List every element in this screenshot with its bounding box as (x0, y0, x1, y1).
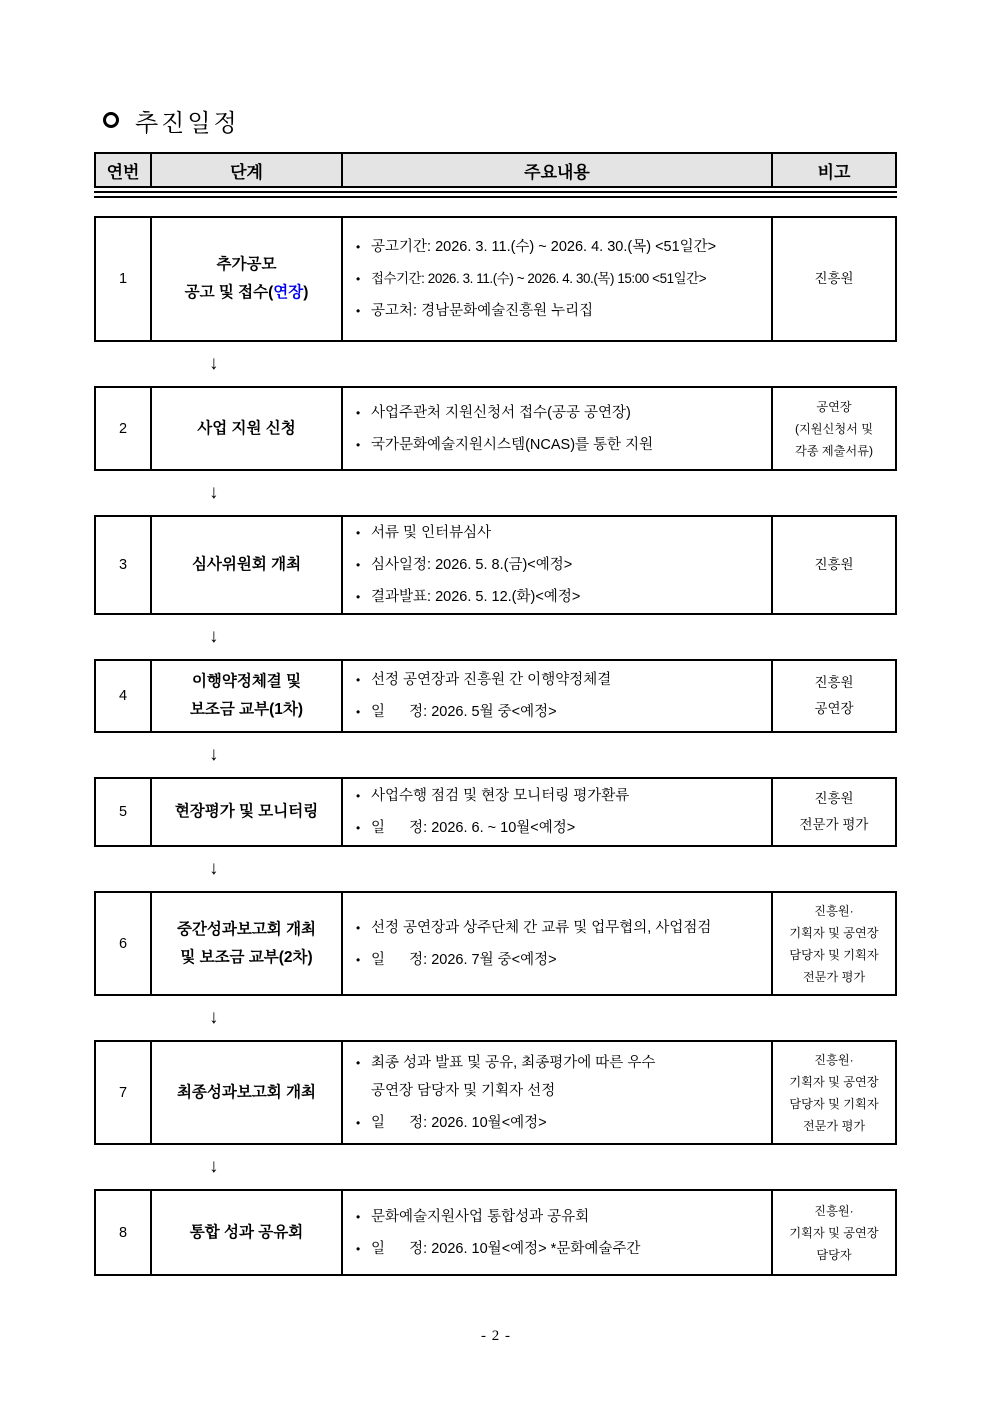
note-line: 전문가 평가 (802, 1118, 866, 1133)
content-item (356, 399, 765, 427)
bullet-icon: • (356, 1209, 361, 1224)
bullet-icon: • (356, 1115, 361, 1130)
content-item (356, 265, 765, 293)
stage-highlight-text: 연장 (273, 284, 304, 301)
content-cell (343, 218, 773, 340)
stage-cell (152, 1042, 343, 1143)
content-text (371, 583, 580, 611)
header-cell-content: 주요내용 (343, 154, 773, 186)
row-number: 1 (118, 271, 128, 287)
stage-line (190, 696, 303, 724)
table-row (94, 891, 897, 996)
row-number-cell (96, 779, 152, 845)
down-arrow-icon: ↓ (209, 1156, 219, 1177)
stage-text: 현장평가 및 모니터링 (174, 803, 319, 820)
stage-line (192, 668, 301, 696)
row-number: 6 (118, 935, 128, 952)
content-text (371, 1235, 640, 1263)
schedule-rows (94, 216, 897, 1276)
bullet-icon: • (356, 526, 361, 540)
note-line: 담당자 및 기획자 (789, 947, 879, 962)
note-line: 각종 제출서류) (794, 443, 874, 458)
header-double-rule (94, 191, 897, 198)
content-text (371, 698, 557, 726)
stage-text: 최종성과보고회 개최 (176, 1083, 317, 1101)
content-cell (343, 893, 773, 994)
down-arrow-icon: ↓ (209, 482, 219, 503)
content-line: 일 정: 2026. 10월<예정> *문화예술주간 (371, 1240, 641, 1257)
note-line: 기획자 및 공연장 (789, 1074, 879, 1089)
table-row (94, 659, 897, 733)
down-arrow-icon: ↓ (209, 858, 219, 879)
table-header-row (94, 152, 897, 188)
note-line: 진흥원· (814, 1203, 854, 1218)
note-line: 담당자 (816, 1247, 852, 1262)
table-row (94, 777, 897, 847)
row-number: 3 (118, 557, 128, 573)
content-item (356, 666, 765, 694)
bullet-icon: • (356, 789, 361, 803)
table-row (94, 216, 897, 342)
down-arrow-icon: ↓ (209, 744, 219, 765)
table-row (94, 515, 897, 615)
stage-text: 심사위원회 개최 (191, 556, 302, 573)
content-item (356, 551, 765, 579)
content-text (371, 914, 711, 942)
flow-arrow-gap (94, 996, 897, 1040)
content-item (356, 1203, 765, 1231)
section-title (103, 104, 992, 136)
content-item (356, 233, 765, 261)
bullet-icon: • (356, 952, 361, 967)
content-line: 선정 공연장과 진흥원 간 이행약정체결 (371, 672, 612, 688)
content-item (356, 946, 765, 974)
content-line: 심사일정: 2026. 5. 8.(금)<예정> (371, 557, 573, 573)
stage-cell (152, 218, 343, 340)
content-item (356, 431, 765, 459)
content-line: 선정 공연장과 상주단체 간 교류 및 업무협의, 사업점검 (371, 919, 712, 936)
flow-arrow-gap (94, 471, 897, 515)
content-line: 사업주관처 지원신청서 접수(공공 공연장) (371, 404, 631, 421)
stage-line (177, 1079, 316, 1107)
stage-line (175, 798, 318, 826)
content-text (371, 1109, 547, 1137)
row-number: 4 (118, 688, 128, 704)
content-cell (343, 779, 773, 845)
content-text (371, 519, 491, 547)
page-number: - 2 - (481, 1328, 511, 1344)
table-row (94, 1040, 897, 1145)
note-line: 담당자 및 기획자 (789, 1096, 879, 1111)
content-line: 공연장 담당자 및 기획자 선정 (371, 1082, 556, 1099)
header-cell-no: 연번 (96, 154, 152, 186)
flow-arrow-gap (94, 847, 897, 891)
bullet-icon: • (356, 673, 361, 687)
content-line: 문화예술지원사업 통합성과 공유회 (371, 1208, 590, 1225)
stage-cell (152, 661, 343, 731)
note-cell (773, 779, 895, 845)
note-cell (773, 388, 895, 469)
note-cell (773, 517, 895, 613)
note-cell (773, 1191, 895, 1274)
bullet-icon: • (356, 1241, 361, 1256)
note-line: 전문가 평가 (802, 969, 866, 984)
flow-arrow-gap (94, 342, 897, 386)
bullet-icon: • (356, 405, 361, 420)
content-item (356, 782, 765, 810)
row-number: 5 (118, 804, 128, 820)
note-line: 기획자 및 공연장 (789, 925, 879, 940)
table-row (94, 1189, 897, 1276)
row-number-cell (96, 1042, 152, 1143)
stage-line (185, 279, 309, 307)
content-text (371, 233, 716, 261)
bullet-icon: • (356, 821, 361, 835)
stage-line (192, 551, 301, 579)
stage-cell (152, 517, 343, 613)
note-cell (773, 1042, 895, 1143)
row-number-cell (96, 1191, 152, 1274)
stage-text: ) (303, 284, 309, 301)
down-arrow-icon: ↓ (209, 1007, 219, 1028)
header-cell-stage: 단계 (152, 154, 343, 186)
flow-arrow-gap (94, 1145, 897, 1189)
table-row (94, 386, 897, 471)
content-line: 일 정: 2026. 5월 중<예정> (371, 704, 557, 720)
stage-text: 사업 지원 신청 (197, 419, 296, 437)
content-cell (343, 1042, 773, 1143)
content-text (371, 946, 557, 974)
content-item (356, 519, 765, 547)
content-item (356, 914, 765, 942)
row-number-cell (96, 893, 152, 994)
content-item (356, 583, 765, 611)
note-line: 진흥원· (814, 903, 854, 918)
content-text (371, 431, 653, 459)
content-line: 일 정: 2026. 6. ~ 10월<예정> (371, 820, 576, 836)
schedule-table (94, 152, 897, 1276)
stage-line (180, 944, 312, 972)
stage-line (217, 251, 277, 279)
row-number: 2 (118, 420, 128, 437)
content-line: 공고처: 경남문화예술진흥원 누리집 (371, 303, 594, 319)
stage-cell (152, 779, 343, 845)
note-cell (773, 893, 895, 994)
content-line: 국가문화예술지원시스템(NCAS)를 통한 지원 (371, 436, 654, 453)
row-number-cell (96, 388, 152, 469)
content-cell (343, 1191, 773, 1274)
content-text (371, 1049, 655, 1105)
content-cell (343, 661, 773, 731)
content-cell (343, 517, 773, 613)
row-number: 7 (118, 1084, 128, 1101)
content-text (371, 399, 631, 427)
section-title-text: 추진일정 (135, 110, 240, 137)
stage-cell (152, 388, 343, 469)
stage-line (177, 916, 316, 944)
bullet-icon: • (356, 272, 361, 286)
content-text (371, 551, 572, 579)
note-line: 진흥원 (814, 791, 854, 806)
content-line: 사업수행 점검 및 현장 모니터링 평가환류 (371, 788, 630, 804)
stage-text: 보조금 교부(1차) (189, 701, 304, 718)
stage-line (190, 1219, 303, 1247)
note-cell (773, 661, 895, 731)
content-line: 결과발표: 2026. 5. 12.(화)<예정> (371, 589, 581, 605)
content-text (371, 814, 575, 842)
flow-arrow-gap (94, 615, 897, 659)
note-line: 기획자 및 공연장 (789, 1225, 879, 1240)
stage-text: 공고 및 접수( (184, 284, 274, 301)
bullet-icon: • (356, 558, 361, 572)
content-text (371, 1203, 589, 1231)
content-line: 접수기간: 2026. 3. 11.(수) ~ 2026. 4. 30.(목) 15:00 <51일간> (371, 271, 707, 286)
down-arrow-icon: ↓ (209, 626, 219, 647)
row-number-cell (96, 218, 152, 340)
bullet-icon: • (356, 240, 361, 254)
note-line: 진흥원 (814, 557, 854, 572)
content-item (356, 297, 765, 325)
note-line: 진흥원 (814, 675, 854, 690)
bullet-icon: • (356, 1055, 361, 1070)
note-line: 공연장 (814, 701, 854, 716)
content-item (356, 1109, 765, 1137)
content-text (371, 265, 706, 293)
note-line: 진흥원 (814, 271, 854, 286)
bullet-icon: • (356, 304, 361, 318)
note-line: 전문가 평가 (799, 817, 869, 832)
row-number-cell (96, 517, 152, 613)
row-number: 8 (118, 1224, 128, 1241)
content-text (371, 782, 629, 810)
stage-text: 중간성과보고회 개최 (176, 920, 317, 938)
content-line: 일 정: 2026. 10월<예정> (371, 1114, 547, 1131)
bullet-icon: • (356, 437, 361, 452)
stage-text: 이행약정체결 및 (191, 673, 302, 690)
content-text (371, 297, 593, 325)
stage-cell (152, 1191, 343, 1274)
content-item (356, 1235, 765, 1263)
content-text (371, 666, 611, 694)
bullet-icon: • (356, 920, 361, 935)
content-line: 서류 및 인터뷰심사 (371, 525, 492, 541)
down-arrow-icon: ↓ (209, 353, 219, 374)
stage-text: 추가공모 (216, 256, 277, 273)
stage-cell (152, 893, 343, 994)
row-number-cell (96, 661, 152, 731)
content-item (356, 1049, 765, 1105)
note-line: (지원신청서 및 (794, 421, 874, 436)
content-line: 공고기간: 2026. 3. 11.(수) ~ 2026. 4. 30.(목) <51일간> (371, 239, 717, 255)
header-cell-note: 비고 (817, 162, 851, 182)
note-cell (773, 218, 895, 340)
bullet-icon: • (356, 705, 361, 719)
circle-bullet-icon (103, 112, 119, 128)
stage-line (197, 415, 295, 443)
bullet-icon: • (356, 590, 361, 604)
note-line: 진흥원· (814, 1052, 854, 1067)
flow-arrow-gap (94, 733, 897, 777)
stage-text: 및 보조금 교부(2차) (180, 948, 313, 966)
note-line: 공연장 (816, 399, 852, 414)
content-cell (343, 388, 773, 469)
stage-text: 통합 성과 공유회 (189, 1223, 304, 1241)
content-item (356, 814, 765, 842)
content-line: 일 정: 2026. 7월 중<예정> (371, 951, 557, 968)
content-line: 최종 성과 발표 및 공유, 최종평가에 따른 우수 (371, 1054, 656, 1071)
content-item (356, 698, 765, 726)
